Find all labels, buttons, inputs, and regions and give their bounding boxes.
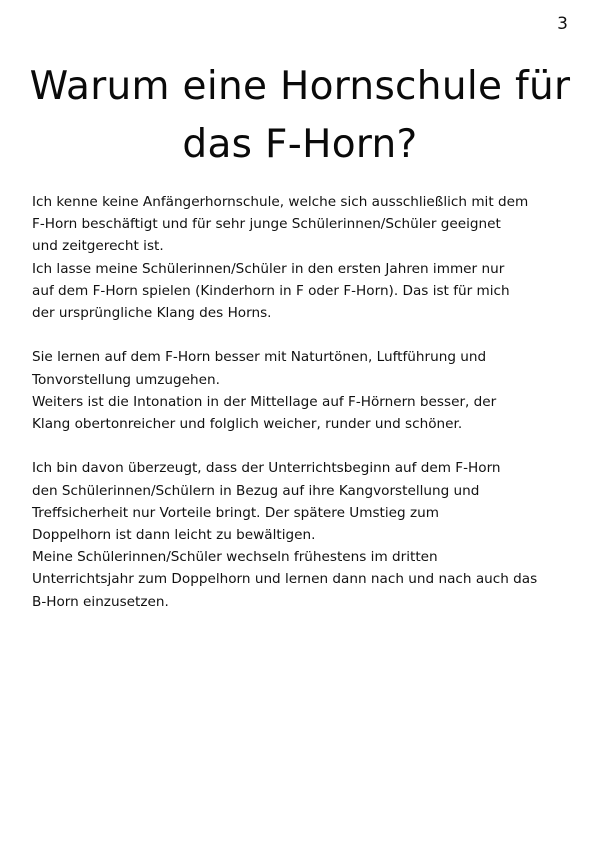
text-line: auf dem F-Horn spielen (Kinderhorn in F oder F-Horn). Das ist für mich bbox=[32, 282, 510, 299]
paragraph-2 bbox=[32, 346, 572, 435]
text-line: Tonvorstellung umzugehen. bbox=[32, 371, 220, 388]
text-line: Meine Schülerinnen/Schüler wechseln frühestens im dritten bbox=[32, 549, 438, 566]
page-number: 3 bbox=[557, 14, 568, 34]
text-line: und zeitgerecht ist. bbox=[32, 238, 164, 255]
title-line-1: Warum eine Hornschule für bbox=[29, 64, 571, 109]
paragraph-1 bbox=[32, 191, 572, 324]
text-line: Ich lasse meine Schülerinnen/Schüler in den ersten Jahren immer nur bbox=[32, 260, 505, 277]
text-line: B-Horn einzusetzen. bbox=[32, 593, 169, 610]
text-line: Unterrichtsjahr zum Doppelhorn und lernen dann nach und nach auch das bbox=[32, 571, 538, 588]
paragraph-gap bbox=[32, 324, 572, 346]
paragraph-3 bbox=[32, 457, 572, 612]
text-line: Klang obertonreicher und folglich weicher, runder und schöner. bbox=[32, 416, 463, 433]
text-line: Ich bin davon überzeugt, dass der Unterrichtsbeginn auf dem F-Horn bbox=[32, 460, 501, 477]
text-line: Doppelhorn ist dann leicht zu bewältigen. bbox=[32, 527, 316, 544]
text-line: Treffsicherheit nur Vorteile bringt. Der spätere Umstieg zum bbox=[32, 504, 439, 521]
paragraph-gap bbox=[32, 435, 572, 457]
text-line: Ich kenne keine Anfängerhornschule, welche sich ausschließlich mit dem bbox=[32, 194, 529, 210]
text-line: Weiters ist die Intonation in der Mittellage auf F-Hörnern besser, der bbox=[32, 393, 497, 410]
text-line: der ursprüngliche Klang des Horns. bbox=[32, 305, 272, 322]
text-line: Sie lernen auf dem F-Horn besser mit Naturtönen, Luftführung und bbox=[32, 349, 487, 366]
text-line: F-Horn beschäftigt und für sehr junge Schülerinnen/Schüler geeignet bbox=[32, 216, 501, 233]
title-line-2: das F-Horn? bbox=[182, 122, 418, 167]
page-title bbox=[0, 58, 600, 174]
body-text bbox=[32, 191, 572, 613]
text-line: den Schülerinnen/Schülern in Bezug auf ihre Kangvorstellung und bbox=[32, 482, 480, 499]
